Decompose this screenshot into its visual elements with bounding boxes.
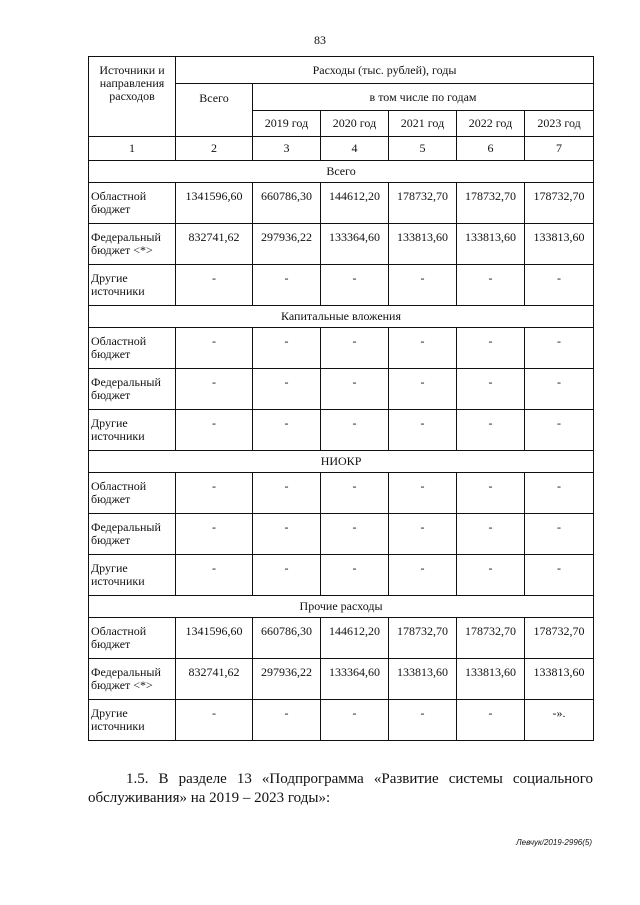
table-row xyxy=(89,265,594,306)
section-title: Капитальные вложения xyxy=(89,306,594,328)
value-cell: - xyxy=(457,700,525,741)
value-cell: 178732,70 xyxy=(389,183,457,224)
value-cell: 660786,30 xyxy=(253,183,321,224)
section-title: НИОКР xyxy=(89,451,594,473)
value-cell: - xyxy=(525,473,594,514)
table-row xyxy=(89,410,594,451)
value-cell: - xyxy=(253,328,321,369)
section-row xyxy=(89,306,594,328)
value-cell: 133813,60 xyxy=(457,659,525,700)
header-year: 2019 год xyxy=(253,111,321,137)
value-cell: 832741,62 xyxy=(176,659,253,700)
value-cell: - xyxy=(389,700,457,741)
value-cell: - xyxy=(176,410,253,451)
header-by-years: в том числе по годам xyxy=(253,84,594,111)
value-cell: - xyxy=(253,700,321,741)
row-label: Федеральный бюджет <*> xyxy=(89,659,176,700)
table-row xyxy=(89,555,594,596)
value-cell: 178732,70 xyxy=(457,183,525,224)
document-code: Левчук/2019-2996(5) xyxy=(516,838,592,847)
value-cell: 133813,60 xyxy=(389,224,457,265)
value-cell: - xyxy=(253,555,321,596)
header-year: 2020 год xyxy=(321,111,389,137)
row-label: Другие источники xyxy=(89,265,176,306)
value-cell: 178732,70 xyxy=(525,618,594,659)
header-year: 2022 год xyxy=(457,111,525,137)
header-sources: Источники и направления расходов xyxy=(89,57,176,137)
value-cell: - xyxy=(389,328,457,369)
value-cell: - xyxy=(176,328,253,369)
value-cell: - xyxy=(457,410,525,451)
value-cell: 133813,60 xyxy=(525,659,594,700)
value-cell: - xyxy=(525,410,594,451)
page-number: 83 xyxy=(314,33,326,47)
table-row xyxy=(89,514,594,555)
value-cell: 178732,70 xyxy=(389,618,457,659)
table-row xyxy=(89,659,594,700)
row-label: Областной бюджет xyxy=(89,183,176,224)
value-cell: - xyxy=(253,473,321,514)
value-cell: - xyxy=(176,265,253,306)
column-number: 4 xyxy=(321,137,389,161)
section-row xyxy=(89,451,594,473)
value-cell: 133813,60 xyxy=(389,659,457,700)
budget-table xyxy=(88,56,594,741)
value-cell: - xyxy=(253,265,321,306)
value-cell: 133364,60 xyxy=(321,224,389,265)
value-cell: 133364,60 xyxy=(321,659,389,700)
row-label: Федеральный бюджет xyxy=(89,514,176,555)
value-cell: 297936,22 xyxy=(253,659,321,700)
value-cell: - xyxy=(321,369,389,410)
value-cell: - xyxy=(457,473,525,514)
column-number: 2 xyxy=(176,137,253,161)
value-cell: - xyxy=(321,265,389,306)
column-number: 6 xyxy=(457,137,525,161)
row-label: Другие источники xyxy=(89,410,176,451)
section-title: Всего xyxy=(89,161,594,183)
value-cell: - xyxy=(176,369,253,410)
value-cell: - xyxy=(321,473,389,514)
row-label: Областной бюджет xyxy=(89,328,176,369)
value-cell: - xyxy=(253,410,321,451)
value-cell: - xyxy=(389,369,457,410)
value-cell: - xyxy=(253,514,321,555)
row-label: Федеральный бюджет <*> xyxy=(89,224,176,265)
row-label: Федеральный бюджет xyxy=(89,369,176,410)
section-row xyxy=(89,161,594,183)
value-cell: - xyxy=(457,555,525,596)
value-cell: - xyxy=(389,410,457,451)
value-cell: - xyxy=(525,514,594,555)
value-cell: 144612,20 xyxy=(321,618,389,659)
header-expenses: Расходы (тыс. рублей), годы xyxy=(176,57,594,84)
column-number: 5 xyxy=(389,137,457,161)
value-cell: - xyxy=(457,369,525,410)
value-cell: - xyxy=(525,555,594,596)
value-cell: - xyxy=(525,328,594,369)
value-cell: - xyxy=(321,514,389,555)
value-cell: - xyxy=(457,265,525,306)
value-cell: 1341596,60 xyxy=(176,183,253,224)
section-row xyxy=(89,596,594,618)
value-cell: 1341596,60 xyxy=(176,618,253,659)
table-row xyxy=(89,328,594,369)
value-cell: - xyxy=(457,514,525,555)
row-label: Другие источники xyxy=(89,555,176,596)
value-cell: - xyxy=(389,555,457,596)
value-cell: - xyxy=(176,514,253,555)
value-cell: 297936,22 xyxy=(253,224,321,265)
table-row xyxy=(89,369,594,410)
value-cell: - xyxy=(525,265,594,306)
value-cell: - xyxy=(176,555,253,596)
row-label: Другие источники xyxy=(89,700,176,741)
paragraph-1-5: 1.5. В разделе 13 «Подпрограмма «Развитие системы социального обслуживания» на 2019 – 2023 годы»: xyxy=(88,771,593,806)
table-row xyxy=(89,224,594,265)
value-cell: - xyxy=(253,369,321,410)
value-cell: 144612,20 xyxy=(321,183,389,224)
value-cell: 832741,62 xyxy=(176,224,253,265)
header-year: 2021 год xyxy=(389,111,457,137)
value-cell: 178732,70 xyxy=(525,183,594,224)
header-total: Всего xyxy=(176,84,253,137)
column-number: 3 xyxy=(253,137,321,161)
header-year: 2023 год xyxy=(525,111,594,137)
value-cell: - xyxy=(525,369,594,410)
table-row xyxy=(89,700,594,741)
value-cell: - xyxy=(457,328,525,369)
table-row xyxy=(89,473,594,514)
value-cell: - xyxy=(389,265,457,306)
value-cell: 660786,30 xyxy=(253,618,321,659)
value-cell: -». xyxy=(525,700,594,741)
value-cell: - xyxy=(389,473,457,514)
value-cell: - xyxy=(176,473,253,514)
value-cell: 133813,60 xyxy=(525,224,594,265)
value-cell: 133813,60 xyxy=(457,224,525,265)
value-cell: - xyxy=(321,555,389,596)
value-cell: - xyxy=(321,410,389,451)
value-cell: - xyxy=(389,514,457,555)
table-row xyxy=(89,183,594,224)
value-cell: - xyxy=(176,700,253,741)
section-title: Прочие расходы xyxy=(89,596,594,618)
column-number: 7 xyxy=(525,137,594,161)
value-cell: - xyxy=(321,328,389,369)
table-row xyxy=(89,618,594,659)
row-label: Областной бюджет xyxy=(89,473,176,514)
row-label: Областной бюджет xyxy=(89,618,176,659)
column-number: 1 xyxy=(89,137,176,161)
value-cell: 178732,70 xyxy=(457,618,525,659)
value-cell: - xyxy=(321,700,389,741)
